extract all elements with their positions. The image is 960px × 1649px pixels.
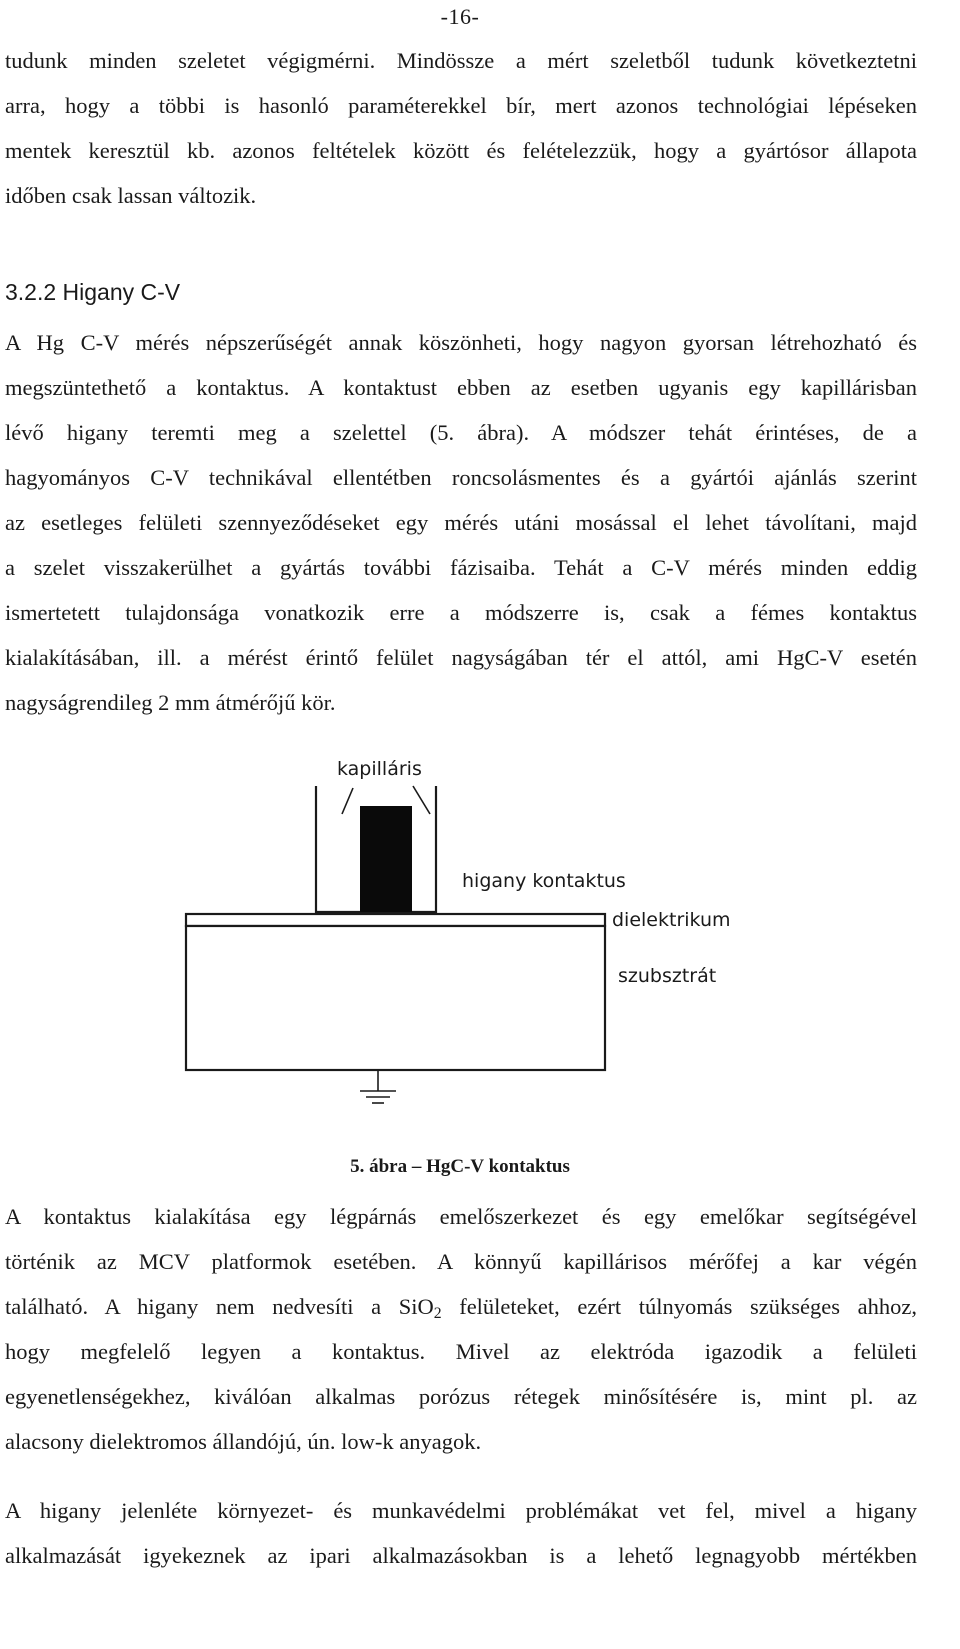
text-line <box>5 1284 917 1329</box>
label-substrate: szubsztrát <box>618 965 717 987</box>
text-line: nagyságrendileg 2 mm átmérőjű kör. <box>5 690 336 715</box>
text-line: alacsony dielektromos állandójú, ún. low-k anyagok. <box>5 1429 482 1454</box>
text-line: az esetleges felületi szennyeződéseket egy mérés utáni mosással el lehet távolítani, majd <box>5 510 917 535</box>
page-number: -16- <box>440 4 480 29</box>
last-paragraph <box>5 1488 917 1578</box>
contact-paragraph <box>5 1194 917 1464</box>
text-line: tudunk minden szeletet végigmérni. Mindössze a mért szeletből tudunk következtetni <box>5 48 917 73</box>
dielectric-layer <box>186 914 605 926</box>
hg-cv-diagram <box>170 750 770 1120</box>
text-line: arra, hogy a többi is hasonló paraméterekkel bír, mert azonos technológiai lépéseken <box>5 93 917 118</box>
text-line: lévő higany teremti meg a szelettel (5. ábra). A módszer tehát érintéses, de a <box>5 420 917 445</box>
text-line: kialakításában, ill. a mérést érintő felület nagyságában tér el attól, ami HgC-V esetén <box>5 645 917 670</box>
text-line: történik az MCV platformok esetében. A könnyű kapillárisos mérőfej a kar végén <box>5 1249 917 1274</box>
label-capillary: kapilláris <box>337 758 422 780</box>
pointer-line <box>413 786 430 814</box>
subscript: 2 <box>433 1304 442 1322</box>
intro-paragraph <box>5 38 917 218</box>
label-mercury-contact: higany kontaktus <box>462 870 626 892</box>
text-fragment: található. A higany nem nedvesíti a SiO <box>5 1294 434 1319</box>
text-fragment: felületeket, ezért túlnyomás szükséges ahhoz, <box>441 1294 917 1319</box>
text-line: időben csak lassan változik. <box>5 183 257 208</box>
section-heading: 3.2.2 Higany C-V <box>5 279 181 305</box>
text-line: a szelet visszakerülhet a gyártás további fázisaiba. Tehát a C-V mérés minden eddig <box>5 555 917 580</box>
text-line: mentek keresztül kb. azonos feltételek között és felételezzük, hogy a gyártósor állapota <box>5 138 917 163</box>
ground-icon <box>360 1070 396 1103</box>
hg-cv-contact-figure <box>170 750 770 1120</box>
text-line: A kontaktus kialakítása egy légpárnás emelőszerkezet és egy emelőkar segítségével <box>5 1204 917 1229</box>
figure-caption: 5. ábra – HgC-V kontaktus <box>350 1156 570 1177</box>
text-line: megszüntethető a kontaktus. A kontaktust ebben az esetben ugyanis egy kapillárisban <box>5 375 917 400</box>
substrate-block <box>186 926 605 1070</box>
pointer-line <box>342 788 353 814</box>
text-line: A higany jelenléte környezet- és munkavédelmi problémákat vet fel, mivel a higany <box>5 1498 917 1523</box>
text-line: ismertetett tulajdonsága vonatkozik erre a módszerre is, csak a fémes kontaktus <box>5 600 917 625</box>
text-line: egyenetlenségekhez, kiválóan alkalmas porózus rétegek minősítésére is, mint pl. az <box>5 1384 917 1409</box>
text-line: hogy megfelelő legyen a kontaktus. Mivel az elektróda igazodik a felületi <box>5 1339 917 1364</box>
section-paragraph <box>5 320 917 725</box>
label-dielectric: dielektrikum <box>612 909 731 931</box>
mercury-column <box>360 806 412 912</box>
text-line: A Hg C-V mérés népszerűségét annak köszönheti, hogy nagyon gyorsan létrehozható és <box>5 330 917 355</box>
text-line: alkalmazását igyekeznek az ipari alkalmazásokban is a lehető legnagyobb mértékben <box>5 1543 917 1568</box>
text-line: hagyományos C-V technikával ellentétben roncsolásmentes és a gyártói ajánlás szerint <box>5 465 917 490</box>
